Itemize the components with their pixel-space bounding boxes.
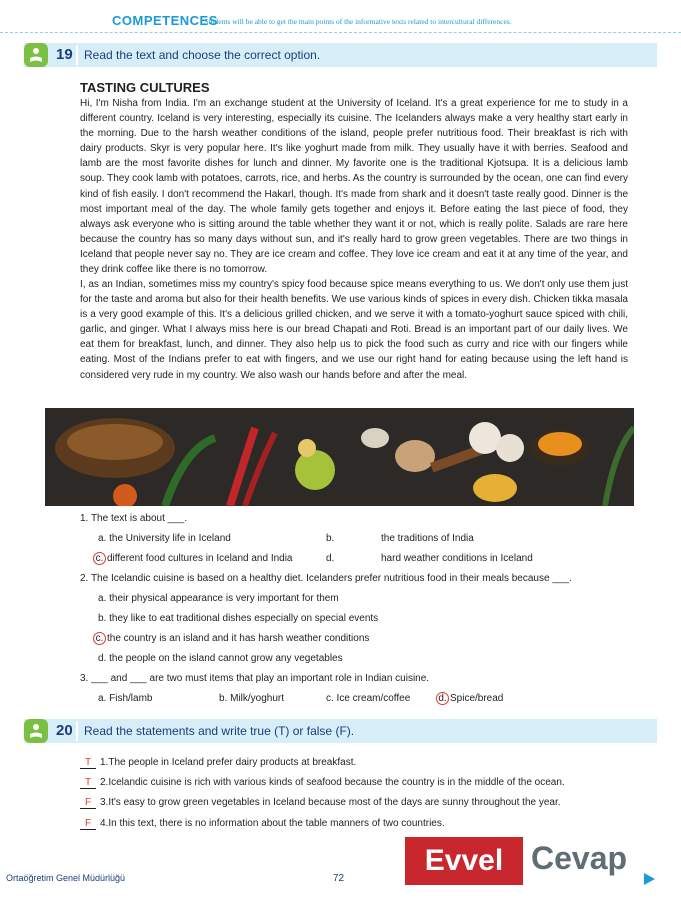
true-false-item [80,818,445,830]
question-1-option-c [93,552,293,565]
question-2-option-c-text: the country is an island and it has harsh weather conditions [107,633,370,644]
reading-icon [24,719,48,743]
question-1-option-b: the traditions of India [381,533,474,544]
true-false-statement: 4.In this text, there is no information about the table manners of two countries. [100,818,445,829]
question-1-option-d-letter: d. [326,553,335,564]
task-instruction: Read the text and choose the correct option. [84,48,321,62]
header-divider [0,32,681,33]
question-1-option-b-letter: b. [326,533,335,544]
true-false-item [80,777,565,789]
next-page-arrow-icon [642,872,656,891]
task-number: 19 [56,46,73,63]
question-2-option-b: b. they like to eat traditional dishes especially on special events [98,613,379,624]
question-3-stem: 3. ___ and ___ are two must items that play an important role in Indian cuisine. [80,673,430,684]
true-false-statement: 2.Icelandic cuisine is rich with various kinds of seafood because the country is in the middle of the ocean. [100,777,565,788]
spices-banner-image [45,408,634,506]
selected-answer-circle: c. [93,632,106,645]
page-number: 72 [333,873,345,884]
question-3-option-d-text: Spice/bread [450,693,504,704]
task-separator [76,45,78,65]
footer-publisher: Ortaöğretim Genel Müdürlüğü [6,873,126,883]
task-instruction: Read the statements and write true (T) or false (F). [84,724,355,738]
true-false-item [80,797,561,809]
question-2-option-c [93,632,369,645]
reading-icon [24,43,48,67]
article-title: TASTING CULTURES [80,80,210,95]
question-3-option-d [436,692,503,705]
question-2-option-d: d. the people on the island cannot grow any vegetables [98,653,343,664]
question-3-option-a: a. Fish/lamb [98,693,153,704]
question-1-option-c-text: different food cultures in Iceland and India [107,553,293,564]
question-1-stem: 1. The text is about ___. [80,513,188,524]
true-false-answer: T [80,777,96,789]
task-number: 20 [56,722,73,739]
true-false-answer: F [80,797,96,809]
selected-answer-circle: d. [436,692,449,705]
true-false-answer: T [80,757,96,769]
true-false-answer: F [80,818,96,830]
true-false-item [80,757,356,769]
article-paragraph: Hi, I'm Nisha from India. I'm an exchange student at the University of Iceland. It's a great experience for me to study in a different country. Iceland is very interesting, especially its cuisine. The Icelanders always make a very healthy start early in the morning. Due to the harsh weather conditions of the island, people prefer nutritious food. Their breakfast is rich with dairy products. Skyr is very popular here. It's like yoghurt made from milk. They usually have it with berries. Seafood and lamb are the most favorite dishes for lunch and dinner. My favorite one is the traditional Kjotsupa. It is a delicious lamb soup. They cook lamb with potatoes, carrots, rice, and herbs. As the country is surrounded by the ocean, one can find every kind of fish easily. I don't recommend the Hakarl, though. It's made from shark and it doesn't taste really good. Dinner is the most important meal of the day. The whole family gets together and enjoys it. Before eating the last piece of food, they always ask everyone who is sitting around the table whether they want it or not, which is really polite. Salads are rare here because the country has so many days without sun, and it's really hard to grow green vegetables. There are two things in Iceland that people never say no. They are ice cream and coffee. They love ice cream and eat it at any time of the year, and they drink coffee like there is no tomorrow. [80,98,628,276]
article-paragraph: I, as an Indian, sometimes miss my country's spicy food because spice means everything to us. We don't only use them just for the taste and aroma but also for their health benefits. We use various kinds of spices in every dish. Chicken tikka masala is a very good example of this. It's a delicious grilled chicken, and we serve it with a tomato-yoghurt sauce spiced with chili, garlic, and ginger. What I always miss here is our bread Chapati and Roti. Bread is an important part of our daily lives. We eat them for breakfast, lunch, and dinner. They also help us to pick the food such as curry and rice with our fingers while eating. Most of the Indians prefer to eat with fingers, and we use our right hand for eating because using the left hand is considered very rude in my country. We also wash our hands before and after the meal. [80,279,628,381]
evvel-cevap-logo: Evvel [405,837,523,885]
competences-title: COMPETENCES [112,13,218,28]
competences-header [0,6,681,32]
task-20-bar [24,719,657,743]
question-3-option-b: b. Milk/yoghurt [219,693,285,704]
task-separator [76,721,78,741]
question-2-stem: 2. The Icelandic cuisine is based on a healthy diet. Icelanders prefer nutritious food in their meals because ___. [80,573,572,584]
competences-text: • Students will be able to get the main points of the informative texts related to intercultural differences. [200,17,512,26]
question-1-option-d: hard weather conditions in Iceland [381,553,533,564]
selected-answer-circle: c. [93,552,106,565]
true-false-statement: 3.It's easy to grow green vegetables in Iceland because most of the days are sunny throughout the year. [100,797,561,808]
task-19-bar [24,43,657,67]
question-2-option-a: a. their physical appearance is very important for them [98,593,339,604]
evvel-cevap-logo-text: Cevap [531,840,628,876]
question-3-option-c: c. Ice cream/coffee [326,693,411,704]
question-1-option-a: a. the University life in Iceland [98,533,231,544]
true-false-statement: 1.The people in Iceland prefer dairy products at breakfast. [100,757,357,768]
